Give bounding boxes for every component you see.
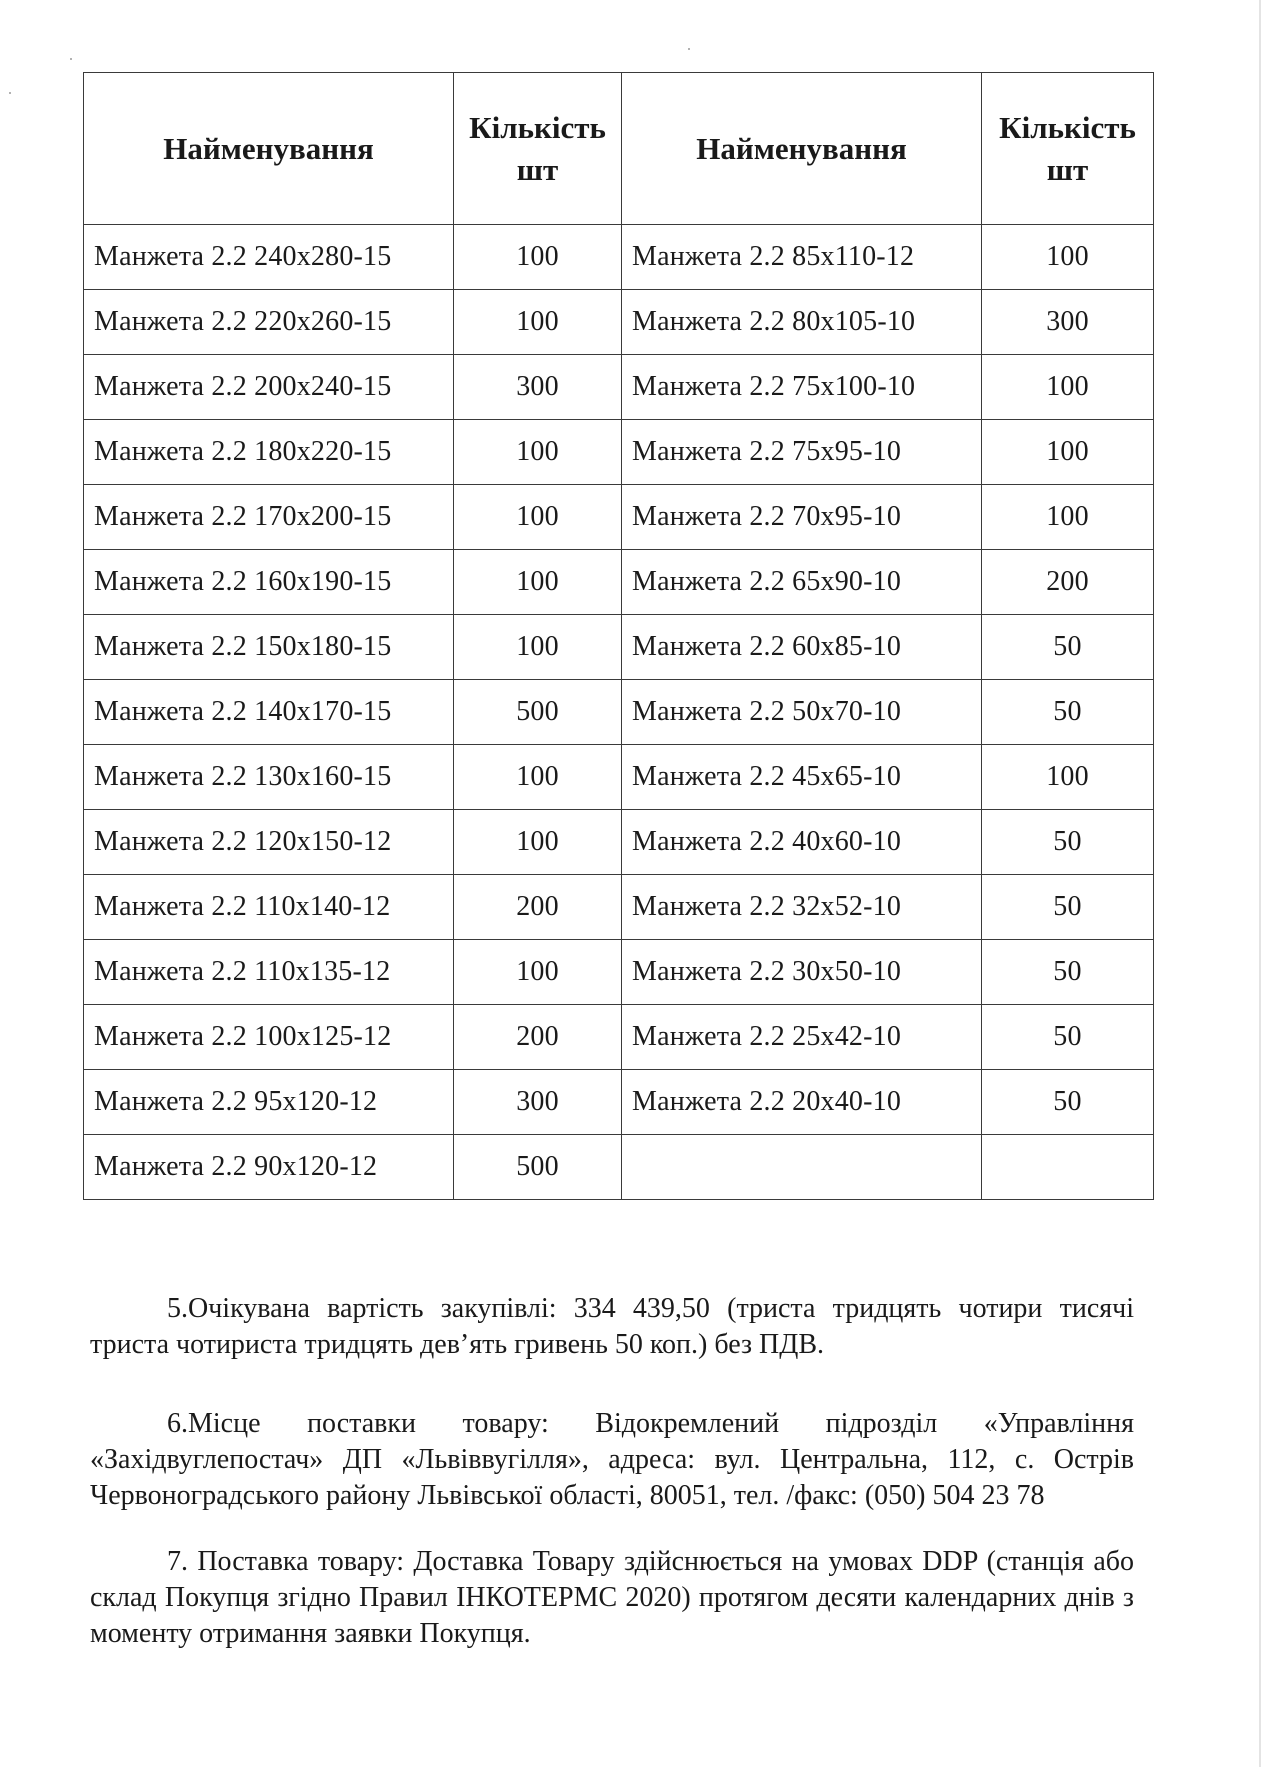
row-right-name: Манжета 2.2 45x65-10: [622, 745, 982, 810]
row-left-qty: 100: [454, 810, 622, 875]
table-row: [84, 1070, 1154, 1135]
row-left-name: Манжета 2.2 130x160-15: [84, 745, 454, 810]
table-header-row: [84, 73, 1154, 225]
table-row: [84, 485, 1154, 550]
row-right-name: Манжета 2.2 40x60-10: [622, 810, 982, 875]
row-left-qty: 200: [454, 1005, 622, 1070]
row-left-qty: 300: [454, 1070, 622, 1135]
table-row: [84, 225, 1154, 290]
row-left-qty: 500: [454, 680, 622, 745]
table-row: [84, 680, 1154, 745]
table-row: [84, 550, 1154, 615]
paragraph-text: 5.Очікувана вартість закупівлі: 334 439,50 (триста тридцять чотири тисячі триста чотириста тридцять дев’ять гривень 50 коп.) без ПДВ.: [90, 1293, 1134, 1360]
row-left-qty: 100: [454, 485, 622, 550]
row-right-qty: 100: [982, 485, 1154, 550]
row-right-qty: 300: [982, 290, 1154, 355]
row-left-name: Манжета 2.2 240x280-15: [84, 225, 454, 290]
table-row: [84, 1135, 1154, 1200]
row-right-name: Манжета 2.2 20x40-10: [622, 1070, 982, 1135]
row-right-name: Манжета 2.2 32x52-10: [622, 875, 982, 940]
paragraph-text: 6.Місце поставки товару: Відокремлений підрозділ «Управління «Західвуглепостач» ДП «Львіввугілля», адреса: вул. Центральна, 112, с. Острів Червоноградського району Львівської області, 80051, тел. /факс: (050) 504 23 78: [90, 1408, 1134, 1511]
header-qty-right: Кількість шт: [982, 73, 1154, 225]
row-right-name: Манжета 2.2 65x90-10: [622, 550, 982, 615]
row-right-name: [622, 1135, 982, 1200]
row-left-qty: 100: [454, 940, 622, 1005]
row-right-name: Манжета 2.2 75x100-10: [622, 355, 982, 420]
row-left-qty: 100: [454, 745, 622, 810]
row-left-name: Манжета 2.2 120x150-12: [84, 810, 454, 875]
table-row: [84, 940, 1154, 1005]
row-left-name: Манжета 2.2 100x125-12: [84, 1005, 454, 1070]
row-left-qty: 100: [454, 550, 622, 615]
row-right-name: Манжета 2.2 50x70-10: [622, 680, 982, 745]
row-right-name: Манжета 2.2 80x105-10: [622, 290, 982, 355]
row-left-qty: 100: [454, 420, 622, 485]
table-row: [84, 420, 1154, 485]
row-right-qty: 50: [982, 1070, 1154, 1135]
paragraph-delivery-place: [90, 1406, 1134, 1514]
page-edge: [1259, 0, 1261, 1767]
row-right-name: Манжета 2.2 85x110-12: [622, 225, 982, 290]
row-right-name: Манжета 2.2 75x95-10: [622, 420, 982, 485]
row-left-qty: 100: [454, 290, 622, 355]
header-name-left: Найменування: [84, 73, 454, 225]
row-right-qty: 200: [982, 550, 1154, 615]
table-row: [84, 810, 1154, 875]
table-row: [84, 875, 1154, 940]
row-left-name: Манжета 2.2 90x120-12: [84, 1135, 454, 1200]
row-left-qty: 300: [454, 355, 622, 420]
row-left-name: Манжета 2.2 95x120-12: [84, 1070, 454, 1135]
row-right-qty: 100: [982, 420, 1154, 485]
goods-table: [83, 72, 1154, 1200]
row-left-qty: 100: [454, 615, 622, 680]
row-right-name: Манжета 2.2 60x85-10: [622, 615, 982, 680]
row-right-qty: 100: [982, 355, 1154, 420]
row-right-name: Манжета 2.2 30x50-10: [622, 940, 982, 1005]
row-left-qty: 100: [454, 225, 622, 290]
header-name-right: Найменування: [622, 73, 982, 225]
header-qty-left: Кількість шт: [454, 73, 622, 225]
row-left-name: Манжета 2.2 220x260-15: [84, 290, 454, 355]
row-left-name: Манжета 2.2 140x170-15: [84, 680, 454, 745]
row-left-name: Манжета 2.2 150x180-15: [84, 615, 454, 680]
row-right-qty: 100: [982, 225, 1154, 290]
table-row: [84, 745, 1154, 810]
row-left-name: Манжета 2.2 170x200-15: [84, 485, 454, 550]
row-right-qty: 50: [982, 680, 1154, 745]
paragraph-text: 7. Поставка товару: Доставка Товару здійснюється на умовах DDP (станція або склад Покупця згідно Правил ІНКОТЕРМС 2020) протягом десяти календарних днів з моменту отримання заявки Покупця.: [90, 1546, 1134, 1649]
row-left-name: Манжета 2.2 160x190-15: [84, 550, 454, 615]
row-right-name: Манжета 2.2 70x95-10: [622, 485, 982, 550]
row-left-qty: 200: [454, 875, 622, 940]
paragraph-expected-cost: [90, 1291, 1134, 1363]
row-left-name: Манжета 2.2 200x240-15: [84, 355, 454, 420]
row-right-qty: 50: [982, 1005, 1154, 1070]
row-right-qty: 50: [982, 810, 1154, 875]
paragraph-delivery-terms: [90, 1544, 1134, 1652]
row-right-name: Манжета 2.2 25x42-10: [622, 1005, 982, 1070]
row-left-name: Манжета 2.2 180x220-15: [84, 420, 454, 485]
row-right-qty: 50: [982, 615, 1154, 680]
row-right-qty: [982, 1135, 1154, 1200]
row-right-qty: 100: [982, 745, 1154, 810]
table-row: [84, 355, 1154, 420]
row-left-name: Манжета 2.2 110x140-12: [84, 875, 454, 940]
table-row: [84, 615, 1154, 680]
row-left-name: Манжета 2.2 110x135-12: [84, 940, 454, 1005]
row-right-qty: 50: [982, 875, 1154, 940]
row-right-qty: 50: [982, 940, 1154, 1005]
table-row: [84, 290, 1154, 355]
row-left-qty: 500: [454, 1135, 622, 1200]
table-row: [84, 1005, 1154, 1070]
